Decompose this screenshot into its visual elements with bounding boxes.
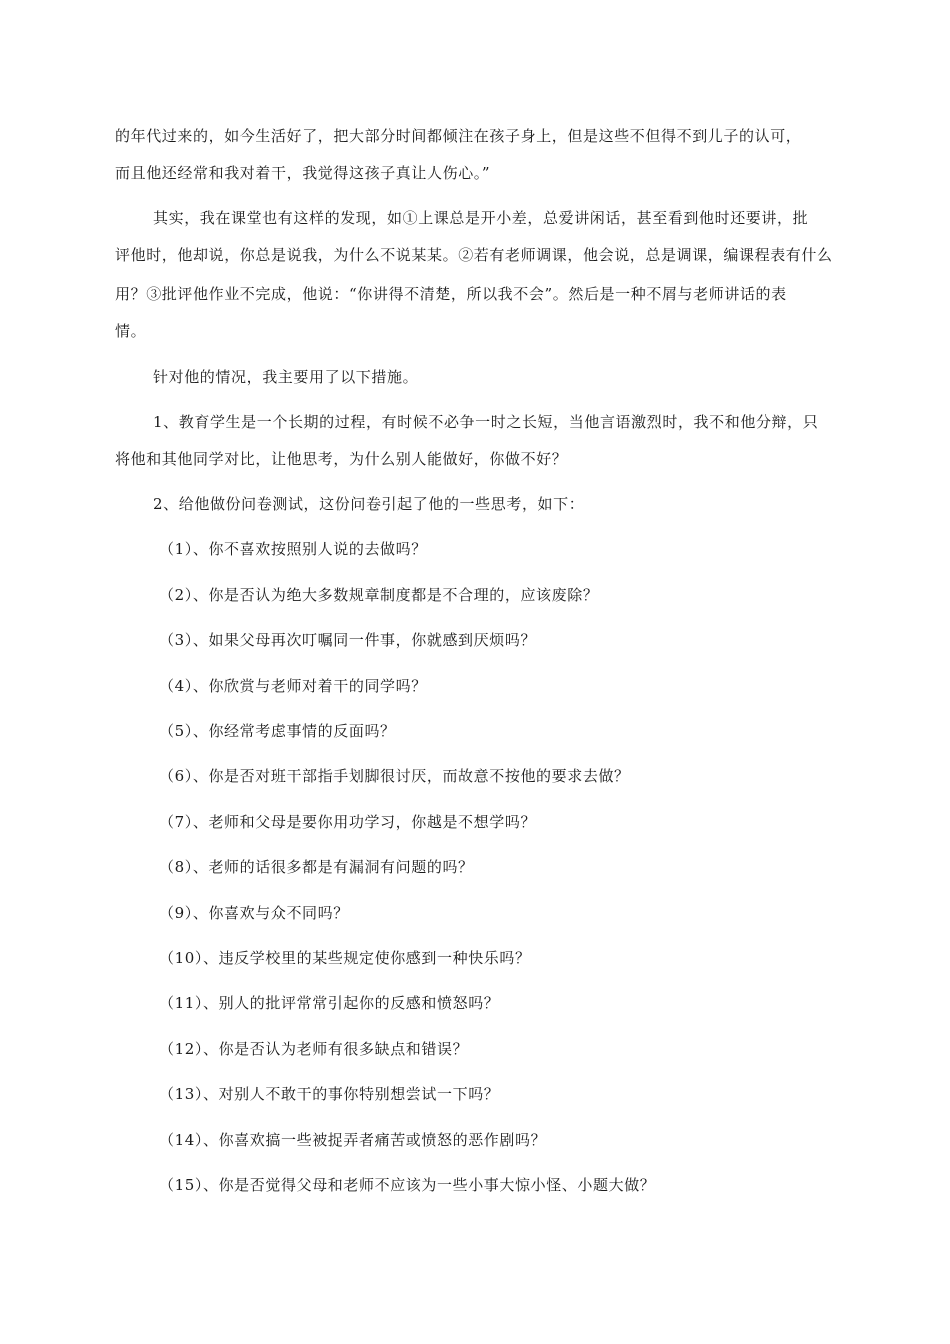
questionnaire-item: （13）、对别人不敢干的事你特别想尝试一下吗？ [159, 1085, 500, 1103]
paragraph-line: 而且他还经常和我对着干，我觉得这孩子真让人伤心。” [115, 164, 491, 182]
measure-item: 2、给他做份问卷测试，这份问卷引起了他的一些思考，如下： [153, 495, 585, 513]
paragraph-line: 用？③批评他作业不完成，他说：“你讲得不清楚，所以我不会”。然后是一种不屑与老师讲话的表 [115, 285, 787, 303]
questionnaire-item: （6）、你是否对班干部指手划脚很讨厌，而故意不按他的要求去做？ [159, 767, 630, 785]
questionnaire-item: （5）、你经常考虑事情的反面吗？ [159, 722, 396, 740]
questionnaire-item: （12）、你是否认为老师有很多缺点和错误？ [159, 1040, 469, 1058]
questionnaire-item: （15）、你是否觉得父母和老师不应该为一些小事大惊小怪、小题大做？ [159, 1176, 656, 1194]
measure-item: 1、教育学生是一个长期的过程，有时候不必争一时之长短，当他言语激烈时，我不和他分辩，只 [153, 413, 819, 431]
questionnaire-item: （14）、你喜欢搞一些被捉弄者痛苦或愤怒的恶作剧吗？ [159, 1131, 547, 1149]
paragraph-line: 情。 [115, 322, 147, 340]
questionnaire-item: （2）、你是否认为绝大多数规章制度都是不合理的，应该废除？ [159, 586, 599, 604]
measures-intro: 针对他的情况，我主要用了以下措施。 [153, 368, 419, 386]
questionnaire-item: （3）、如果父母再次叮嘱同一件事，你就感到厌烦吗？ [159, 631, 537, 649]
paragraph-line: 评他时，他却说，你总是说我，为什么不说某某。②若有老师调课，他会说，总是调课，编课程表有什么 [115, 246, 833, 264]
questionnaire-item: （9）、你喜欢与众不同吗？ [159, 904, 349, 922]
questionnaire-item: （1）、你不喜欢按照别人说的去做吗？ [159, 540, 427, 558]
questionnaire-item: （4）、你欣赏与老师对着干的同学吗？ [159, 677, 427, 695]
questionnaire-item: （8）、老师的话很多都是有漏洞有问题的吗？ [159, 858, 474, 876]
measure-item: 将他和其他同学对比，让他思考，为什么别人能做好，你做不好？ [115, 450, 568, 468]
questionnaire-item: （11）、别人的批评常常引起你的反感和愤怒吗？ [159, 994, 500, 1012]
questionnaire-item: （7）、老师和父母是要你用功学习，你越是不想学吗？ [159, 813, 537, 831]
paragraph-line: 其实，我在课堂也有这样的发现，如①上课总是开小差，总爱讲闲话，甚至看到他时还要讲，批 [153, 209, 809, 227]
questionnaire-item: （10）、违反学校里的某些规定使你感到一种快乐吗？ [159, 949, 531, 967]
paragraph-line: 的年代过来的，如今生活好了，把大部分时间都倾注在孩子身上，但是这些不但得不到儿子的认可， [115, 127, 802, 145]
